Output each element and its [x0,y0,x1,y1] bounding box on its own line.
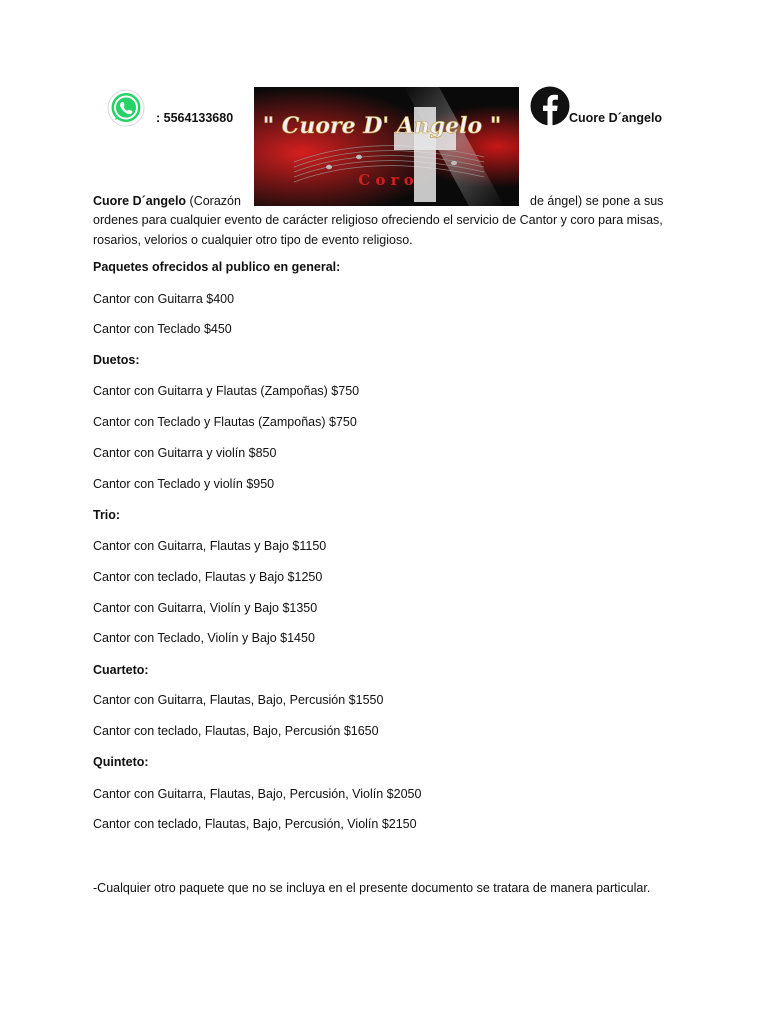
whatsapp-icon [107,89,145,127]
intro-brand: Cuore D´angelo [93,194,187,208]
trio-heading: Trio: [93,508,121,522]
quinteto-heading: Quinteto: [93,755,149,769]
logo-title: " Cuore D' Angelo " [262,113,502,139]
cuarteto-heading: Cuarteto: [93,663,149,677]
package-item: Cantor con Guitarra, Flautas, Bajo, Percusión, Violín $2050 [93,787,422,801]
package-item: Cantor con Guitarra $400 [93,292,235,306]
package-item: Cantor con teclado, Flautas, Bajo, Percusión, Violín $2150 [93,817,417,831]
package-item: Cantor con Guitarra, Flautas y Bajo $1150 [93,539,327,553]
package-item: Cantor con Guitarra, Violín y Bajo $1350 [93,601,318,615]
phone-number: : 5564133680 [156,111,234,125]
package-item: Cantor con Teclado, Violín y Bajo $1450 [93,631,315,645]
package-item: Cantor con Teclado y Flautas (Zampoñas) $750 [93,415,357,429]
facebook-icon [530,86,570,126]
general-heading: Paquetes ofrecidos al publico en general: [93,260,341,274]
logo-subtitle: C o r o [358,171,414,189]
package-item: Cantor con teclado, Flautas, Bajo, Percusión $1650 [93,724,379,738]
intro-part2: de ángel) se pone a sus [530,194,664,208]
facebook-page-name: Cuore D´angelo [569,111,663,125]
package-item: Cantor con Guitarra y Flautas (Zampoñas) $750 [93,384,360,398]
package-item: Cantor con Guitarra y violín $850 [93,446,277,460]
intro-rest: ordenes para cualquier evento de carácter religioso ofreciendo el servicio de Cantor y coro para misas, rosarios, velorios o cualquier otro tipo de evento religioso. [93,213,663,247]
package-item: Cantor con teclado, Flautas y Bajo $1250 [93,570,323,584]
package-item: Cantor con Teclado $450 [93,322,232,336]
cuore-dangelo-logo [254,87,519,206]
package-item: Cantor con Guitarra, Flautas, Bajo, Percusión $1550 [93,693,384,707]
header [0,0,768,210]
duetos-heading: Duetos: [93,353,140,367]
package-item: Cantor con Teclado y violín $950 [93,477,275,491]
closing-note: -Cualquier otro paquete que no se incluya en el presente documento se tratara de manera particular. [93,881,651,895]
intro-part1: (Corazón [186,194,241,208]
